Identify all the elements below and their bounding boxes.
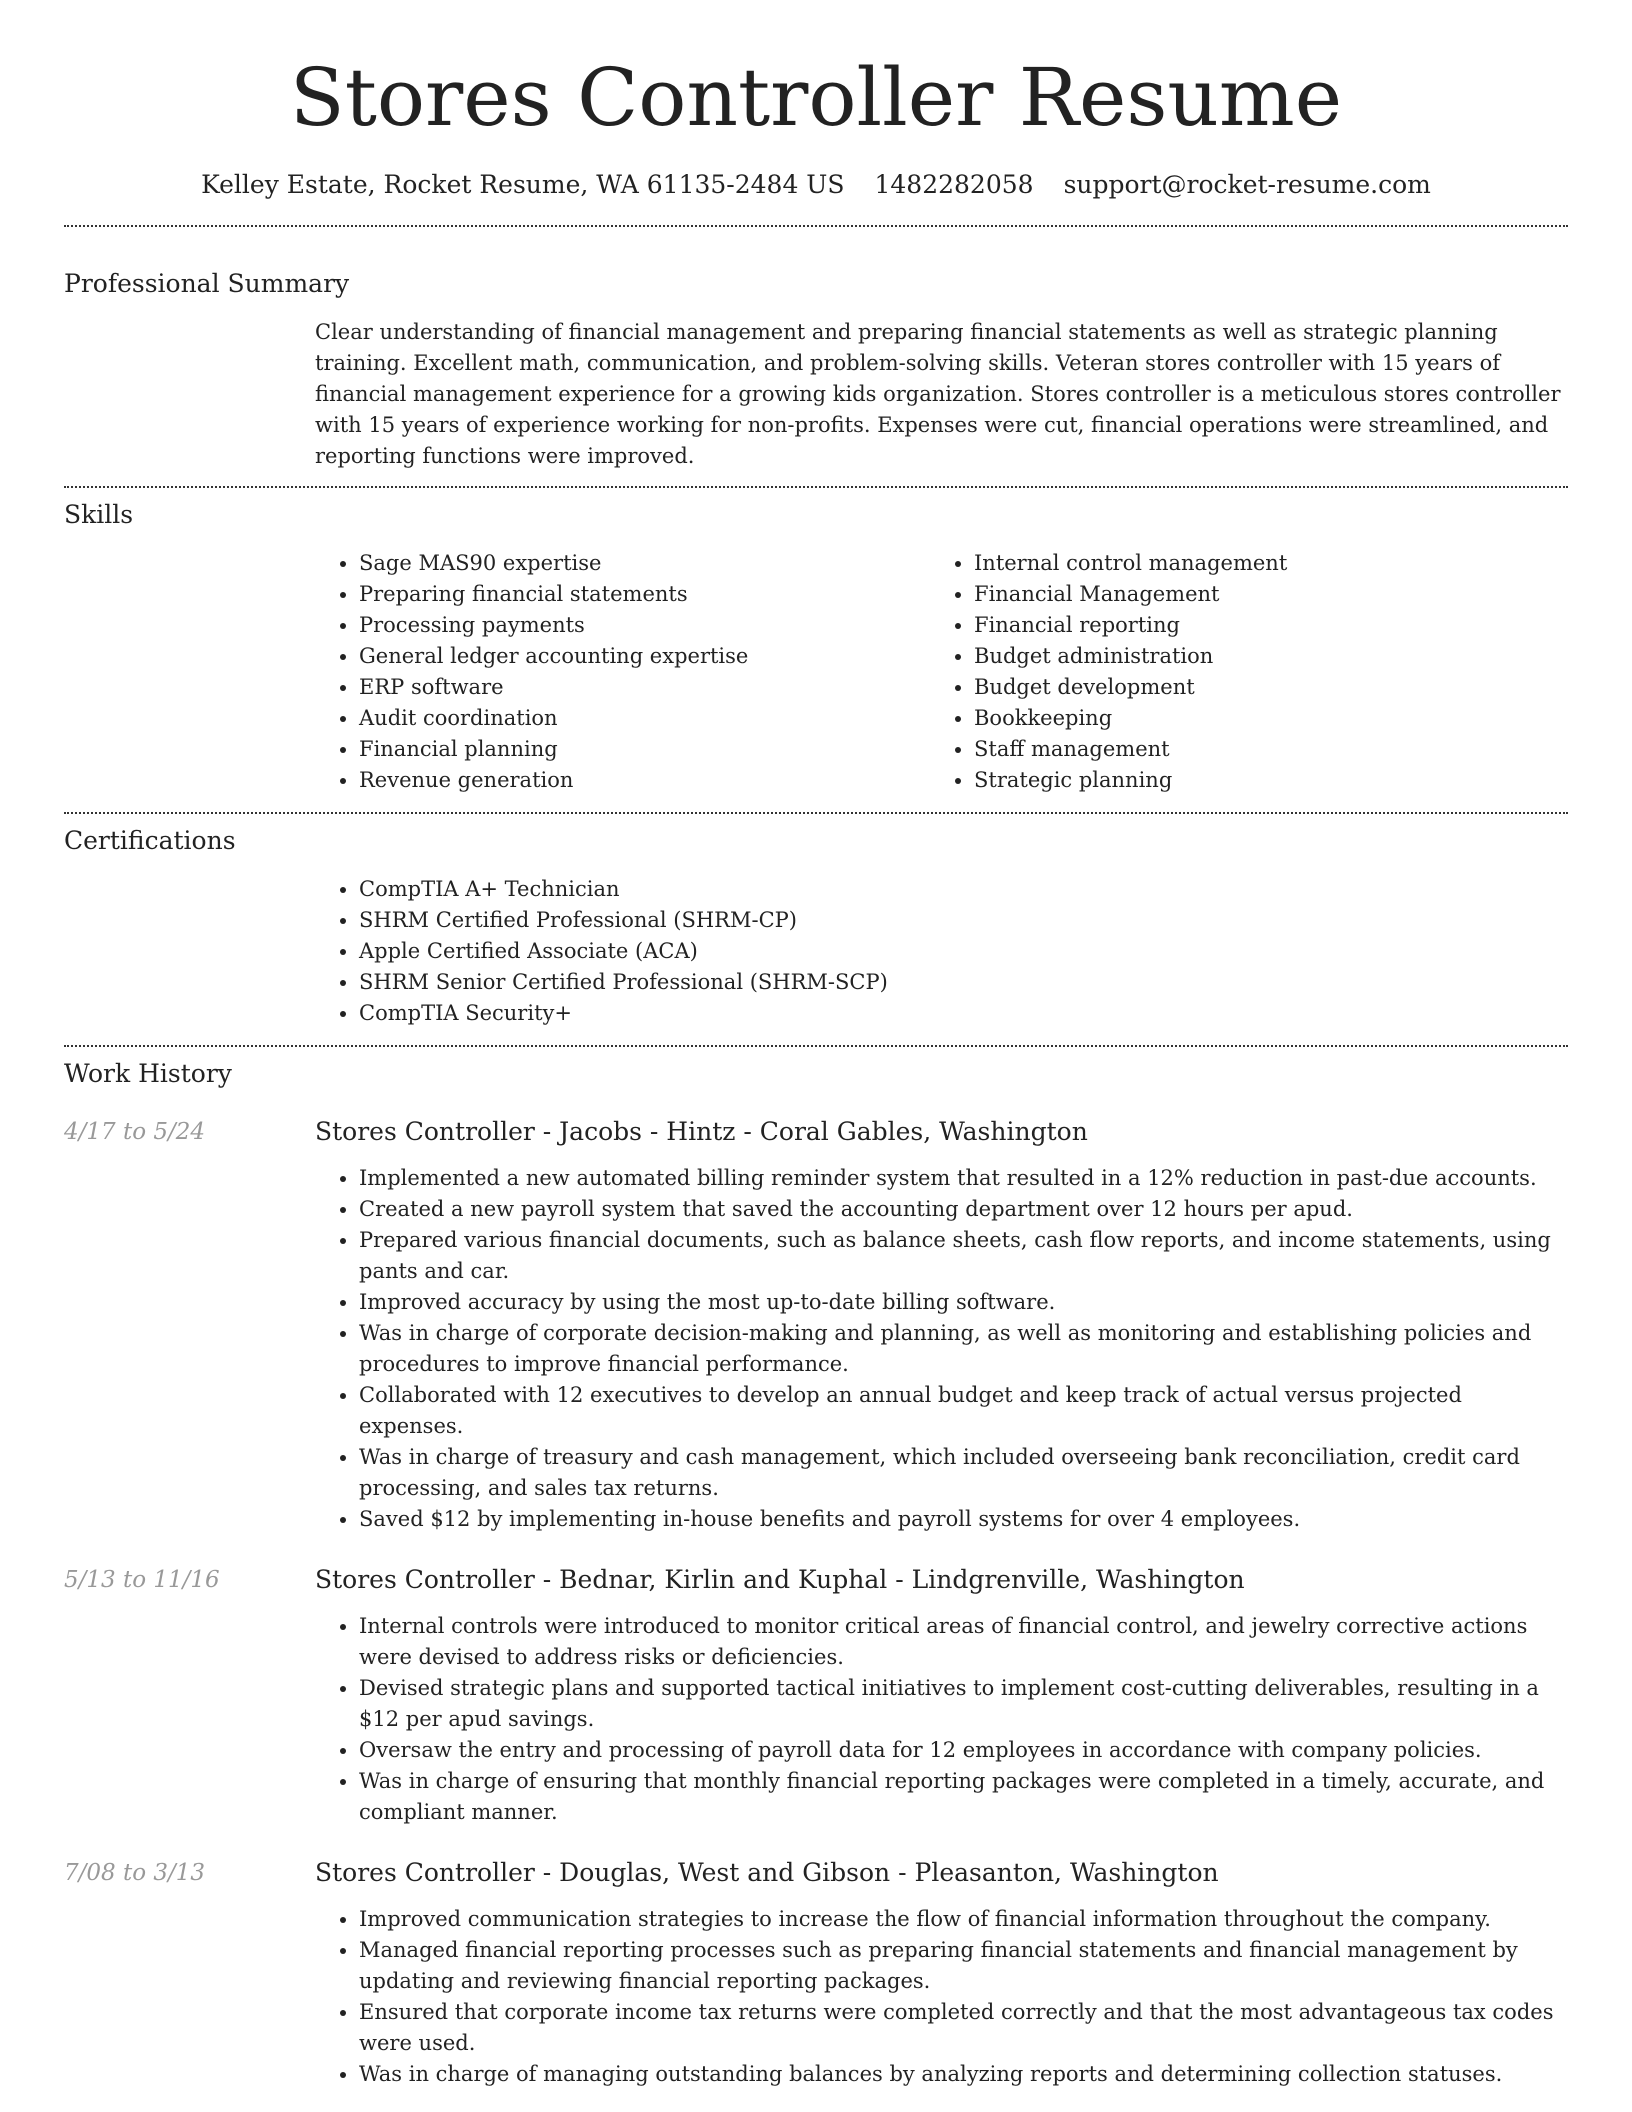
job-bullet: • Internal controls were introduced to monitor critical areas of financial control, and jewelry corrective actions were devised to address risks or deficiencies.: [359, 1611, 1568, 1673]
certifications-list: [315, 874, 1568, 1029]
skill-item: • Bookkeeping: [974, 703, 1545, 734]
job-bullet: • Prepared various financial documents, such as balance sheets, cash flow reports, and income statements, using pants and car.: [359, 1225, 1568, 1287]
skill-item: • Financial Management: [974, 579, 1545, 610]
skill-item: • Strategic planning: [974, 765, 1545, 796]
skill-item: • Preparing financial statements: [359, 579, 930, 610]
skill-item: • Revenue generation: [359, 765, 930, 796]
job-bullet: • Improved communication strategies to increase the flow of financial information throughout the company.: [359, 1904, 1568, 1935]
job-bullet: • Managed financial reporting processes such as preparing financial statements and financial management by updating and reviewing financial reporting packages.: [359, 1935, 1568, 1997]
certifications-heading: Certifications: [64, 826, 236, 855]
contact-address: Kelley Estate, Rocket Resume, WA 61135-2484 US: [201, 170, 845, 199]
job-bullet: • Was in charge of treasury and cash management, which included overseeing bank reconciliation, credit card processing, and sales tax returns.: [359, 1442, 1568, 1504]
job-title: Stores Controller - Jacobs - Hintz - Coral Gables, Washington: [315, 1117, 1088, 1146]
job-bullet: • Devised strategic plans and supported tactical initiatives to implement cost-cutting deliverables, resulting in a $12 per apud savings.: [359, 1673, 1568, 1735]
skills-list-left: [315, 548, 930, 796]
job-bullet: • Implemented a new automated billing reminder system that resulted in a 12% reduction in past-due accounts.: [359, 1163, 1568, 1194]
job-bullets: [315, 1611, 1568, 1828]
skill-item: • General ledger accounting expertise: [359, 641, 930, 672]
resume-title: Stores Controller Resume: [289, 51, 1343, 144]
job-dates: 4/17 to 5/24: [64, 1119, 206, 1145]
skill-item: • Processing payments: [359, 610, 930, 641]
skills-heading: Skills: [64, 500, 134, 529]
work-section: [64, 1047, 1568, 2090]
skills-section: [64, 488, 1568, 812]
job-title: Stores Controller - Bednar, Kirlin and Kuphal - Lindgrenville, Washington: [315, 1565, 1245, 1594]
job-bullet: • Was in charge of corporate decision-making and planning, as well as monitoring and establishing policies and procedures to improve financial performance.: [359, 1318, 1568, 1380]
skill-item: • ERP software: [359, 672, 930, 703]
job-bullet: • Collaborated with 12 executives to develop an annual budget and keep track of actual versus projected expenses.: [359, 1380, 1568, 1442]
job-bullet: • Was in charge of ensuring that monthly financial reporting packages were completed in a timely, accurate, and compliant manner.: [359, 1766, 1568, 1828]
contact-line: [64, 170, 1568, 199]
certification-item: • CompTIA Security+: [359, 998, 1568, 1029]
job-bullet: • Improved accuracy by using the most up-to-date billing software.: [359, 1287, 1568, 1318]
certification-item: • SHRM Certified Professional (SHRM-CP): [359, 905, 1568, 936]
skill-item: • Internal control management: [974, 548, 1545, 579]
skill-item: • Sage MAS90 expertise: [359, 548, 930, 579]
skill-item: • Financial planning: [359, 734, 930, 765]
skill-item: • Budget development: [974, 672, 1545, 703]
job-bullet: • Saved $12 by implementing in-house benefits and payroll systems for over 4 employees.: [359, 1504, 1568, 1535]
job-dates: 7/08 to 3/13: [64, 1860, 206, 1886]
skill-item: • Staff management: [974, 734, 1545, 765]
job-bullet: • Ensured that corporate income tax returns were completed correctly and that the most advantageous tax codes were used.: [359, 1997, 1568, 2059]
contact-email: support@rocket-resume.com: [1063, 170, 1431, 199]
summary-section: [64, 227, 1568, 486]
work-heading: Work History: [64, 1059, 232, 1088]
certification-item: • CompTIA A+ Technician: [359, 874, 1568, 905]
summary-heading: Professional Summary: [64, 269, 350, 298]
certification-item: • SHRM Senior Certified Professional (SHRM-SCP): [359, 967, 1568, 998]
job-entry: [64, 1115, 1568, 1535]
job-title: Stores Controller - Douglas, West and Gibson - Pleasanton, Washington: [315, 1858, 1219, 1887]
job-bullet: • Created a new payroll system that saved the accounting department over 12 hours per apud.: [359, 1194, 1568, 1225]
certification-item: • Apple Certified Associate (ACA): [359, 936, 1568, 967]
skill-item: • Budget administration: [974, 641, 1545, 672]
skills-list-right: [930, 548, 1545, 796]
summary-text: Clear understanding of financial management and preparing financial statements as well as strategic planning training. Excellent math, communication, and problem-solving skills. Veteran stores controller with 15 years of financial management experience for a growing kids organization. Stores controller is a meticulous stores controller with 15 years of experience working for non-profits. Expenses were cut, financial operations were streamlined, and reporting functions were improved.: [315, 320, 1561, 468]
skill-item: • Audit coordination: [359, 703, 930, 734]
skill-item: • Financial reporting: [974, 610, 1545, 641]
job-bullets: [315, 1163, 1568, 1535]
job-dates: 5/13 to 11/16: [64, 1567, 220, 1593]
job-entry: [64, 1856, 1568, 2090]
job-bullets: [315, 1904, 1568, 2090]
job-bullet: • Was in charge of managing outstanding balances by analyzing reports and determining collection statuses.: [359, 2059, 1568, 2090]
job-bullet: • Oversaw the entry and processing of payroll data for 12 employees in accordance with company policies.: [359, 1735, 1568, 1766]
job-entry: [64, 1563, 1568, 1828]
contact-phone: 1482282058: [874, 170, 1034, 199]
certifications-section: [64, 814, 1568, 1045]
